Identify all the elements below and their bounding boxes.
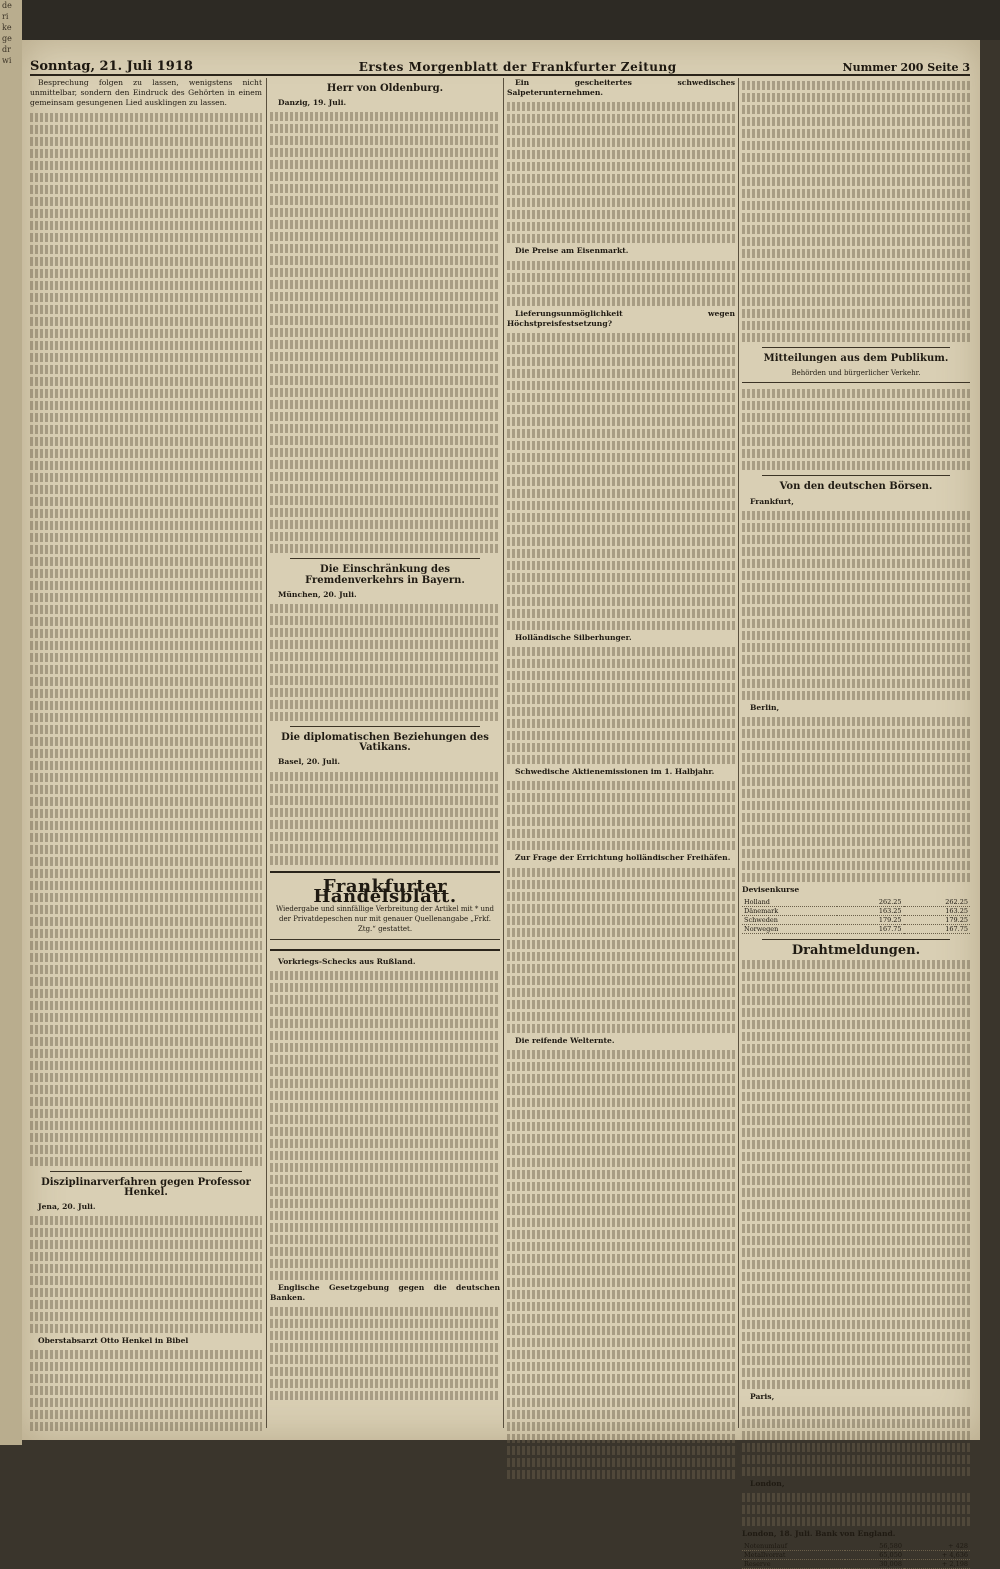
- news-item: Die reifende Welternte.: [515, 1035, 615, 1045]
- article-heading: Disziplinarverfahren gegen Professor Henkel.: [41, 1176, 251, 1198]
- news-item: Oberstabsarzt Otto Henkel in Bibel: [38, 1336, 189, 1346]
- column-3: [507, 78, 735, 1428]
- article-heading: Die diplomatischen Beziehungen des Vatikans.: [281, 732, 489, 754]
- column-1: [30, 78, 262, 1428]
- issue-date: Sonntag, 21. Juli 1918: [30, 59, 193, 74]
- column-rule: [503, 78, 504, 1428]
- devisen-table: [742, 898, 970, 934]
- dateline: Basel, 20. Juli.: [278, 757, 340, 767]
- column-rule: [738, 78, 739, 1428]
- table-title: Devisenkurse: [742, 885, 800, 895]
- bank-of-england-table: [742, 1542, 970, 1569]
- column-2: [270, 78, 500, 1428]
- article-heading: Die Einschränkung des Fremdenverkehrs in Bayern.: [305, 564, 465, 586]
- news-item: Schwedische Aktienemissionen im 1. Halbjahr.: [515, 767, 715, 777]
- column-4: [742, 78, 970, 1569]
- table-row: Norwegen 167.75 167.75: [744, 925, 968, 934]
- dateline: München, 20. Juli.: [278, 589, 357, 599]
- dateline: Frankfurt,: [750, 496, 794, 506]
- adjacent-page-strip: de ri ke ge dr wi: [0, 0, 22, 1445]
- news-item: Zur Frage der Errichtung holländischer Freihäfen.: [515, 853, 731, 863]
- table-row: Schweden 179.25 179.25: [744, 916, 968, 925]
- dateline: Jena, 20. Juli.: [38, 1202, 96, 1212]
- section-banner: [270, 871, 500, 951]
- issue-number: Nummer 200 Seite 3: [842, 61, 970, 74]
- article-heading: Herr von Oldenburg.: [326, 83, 444, 94]
- masthead: Erstes Morgenblatt der Frankfurter Zeitung: [358, 60, 677, 74]
- news-item: Holländische Silberhunger.: [515, 633, 632, 643]
- table-row: Notenumlauf 56,580 + 428: [744, 1542, 968, 1551]
- section-heading: Mitteilungen aus dem Publikum.: [763, 353, 949, 364]
- section-subtitle: Behörden und bürgerlicher Verkehr.: [742, 368, 970, 383]
- table-row: Reserve 30,008 + 2,198: [744, 1560, 968, 1569]
- news-item: Vorkriegs-Schecks aus Rußland.: [278, 956, 416, 966]
- news-item: Lieferungsunmöglichkeit wegen Höchstpreisfestsetzung?: [507, 308, 735, 328]
- dateline: Berlin,: [750, 702, 780, 712]
- dateline: Danzig, 19. Juli.: [278, 98, 347, 108]
- section-heading: Von den deutschen Börsen.: [779, 481, 933, 493]
- dateline: London,: [750, 1478, 785, 1488]
- scan-background: [22, 0, 1000, 40]
- page-header: [30, 52, 970, 76]
- table-row: Holland 262.25 262.25: [744, 898, 968, 907]
- table-row: Metallvorrat 65,050 + 4,636: [744, 1551, 968, 1560]
- section-heading: Drahtmeldungen.: [791, 943, 921, 959]
- news-item: Englische Gesetzgebung gegen die deutschen Banken.: [270, 1282, 500, 1303]
- table-title: London, 18. Juli. Bank von England.: [742, 1528, 896, 1538]
- article-text: Besprechung folgen zu lassen, wenigstens nicht unmittelbar, sondern den Eindruck des Gehörten in einem gemeinsam gesungenen Lied ausklingen zu lassen.: [30, 78, 262, 108]
- news-item: Die Preise am Eisenmarkt.: [515, 246, 629, 256]
- column-rule: [266, 78, 267, 1428]
- section-title: Frankfurter Handelsblatt.: [313, 875, 457, 907]
- table-row: Dänemark 163.25 163.25: [744, 907, 968, 916]
- section-subtitle: Wiedergabe und sinnfällige Verbreitung der Artikel mit * und der Privatdepeschen nur mit genauer Quellenangabe „Frkf. Ztg.“ gestattet.: [270, 904, 500, 940]
- news-item: Ein gescheitertes schwedisches Salpeterunternehmen.: [507, 78, 735, 98]
- dateline: Paris,: [750, 1392, 775, 1402]
